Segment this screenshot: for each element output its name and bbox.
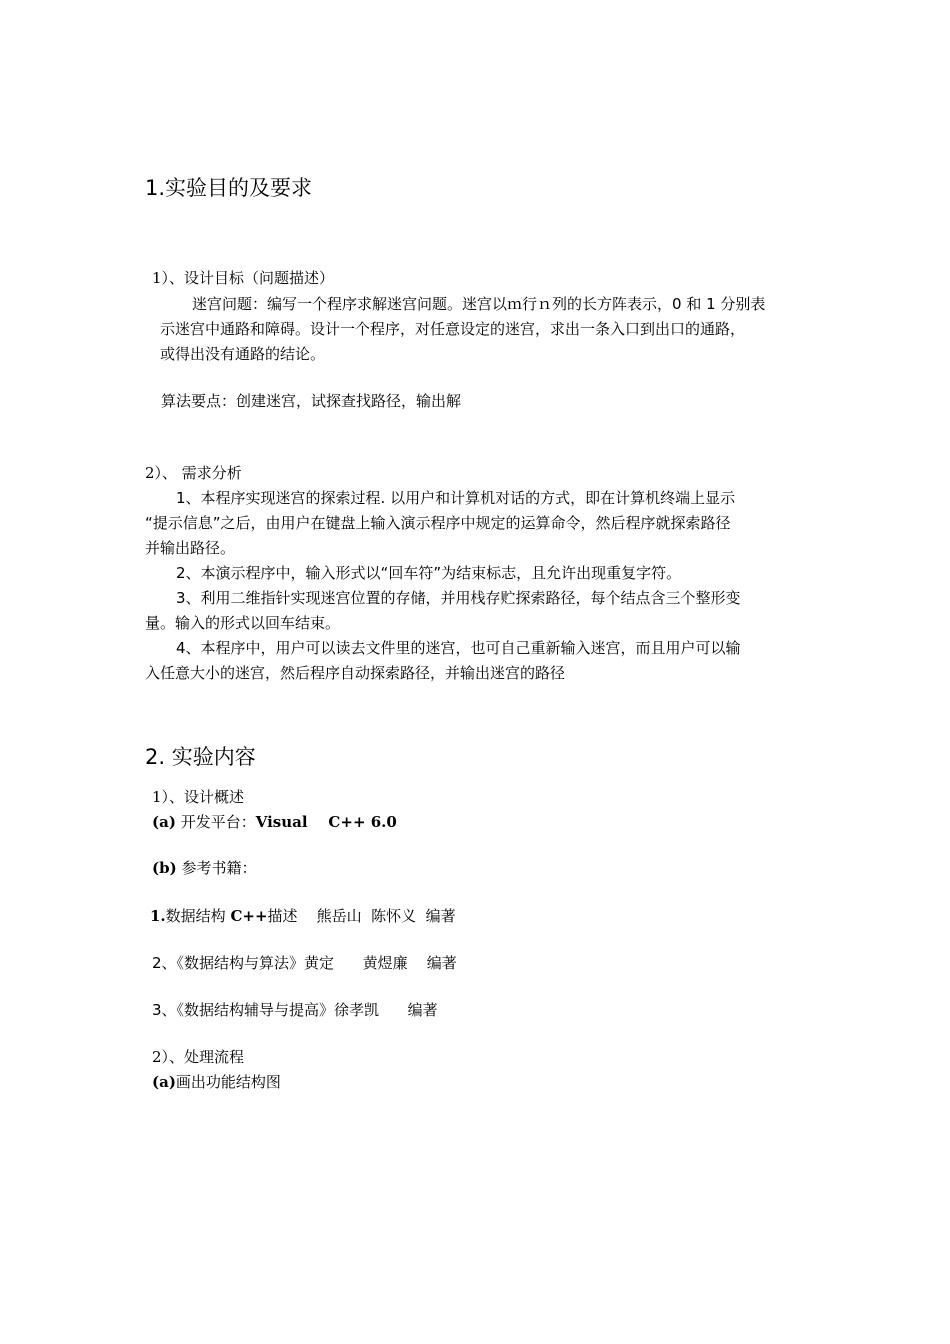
- req-line-6: 量。输入的形式以回车结束。: [145, 614, 341, 632]
- problem-line-2: 示迷宫中通路和障碍。设计一个程序，对任意设定的迷宫，求出一条入口到出口的通路，: [160, 320, 746, 338]
- book-3: 3、《数据结构辅导与提高》徐孝凯 编著: [152, 1001, 438, 1019]
- book-1: [150, 905, 456, 926]
- design-overview-label: 1）、设计概述: [152, 788, 245, 806]
- book-1-title-c: 描述 熊岳山 陈怀义 编著: [267, 907, 456, 925]
- section-1-heading: 1.实验目的及要求: [145, 176, 313, 200]
- flow-label: 画出功能结构图: [175, 1073, 281, 1091]
- problem-line-3: 或得出没有通路的结论。: [160, 345, 326, 363]
- req-line-3: 并输出路径。: [145, 539, 236, 557]
- requirements-label: 2）、 需求分析: [145, 464, 242, 482]
- books-line: [152, 857, 256, 878]
- flow-prefix: (a): [152, 1073, 176, 1091]
- platform-value: Visual C++ 6.0: [255, 813, 397, 831]
- algorithm-points: 算法要点：创建迷宫，试探查找路径，输出解: [161, 392, 462, 410]
- req-line-1: 1、本程序实现迷宫的探索过程. 以用户和计算机对话的方式，即在计算机终端上显示: [176, 489, 736, 507]
- process-flow-label: 2）、处理流程: [152, 1048, 245, 1066]
- platform-line: [152, 811, 397, 832]
- req-line-8: 入任意大小的迷宫，然后程序自动探索路径，并输出迷宫的路径: [145, 664, 566, 682]
- flow-line: [152, 1071, 281, 1092]
- books-label: 参考书籍：: [176, 859, 257, 877]
- book-1-num: 1.: [150, 907, 166, 925]
- req-line-7: 4、本程序中，用户可以读去文件里的迷宫，也可自己重新输入迷宫，而且用户可以输: [176, 639, 741, 657]
- section-2-heading: 2. 实验内容: [145, 745, 256, 769]
- req-line-5: 3、利用二维指针实现迷宫位置的存储，并用栈存贮探索路径，每个结点含三个整形变: [176, 589, 741, 607]
- design-goal-label: 1）、设计目标（问题描述）: [152, 269, 335, 287]
- book-1-title-b: C++: [230, 907, 268, 925]
- platform-prefix: (a): [152, 813, 176, 831]
- books-prefix: (b): [152, 859, 177, 877]
- req-line-2: “提示信息”之后，由用户在键盘上输入演示程序中规定的运算命令，然后程序就探索路径: [145, 514, 731, 532]
- book-1-title-a: 数据结构: [165, 907, 231, 925]
- problem-line-1: 迷宫问题：编写一个程序求解迷宫问题。迷宫以ｍ行ｎ列的长方阵表示，0 和 1 分别表: [192, 295, 766, 313]
- book-2: 2、《数据结构与算法》黄定 黄煜廉 编著: [152, 954, 457, 972]
- req-line-4: 2、本演示程序中，输入形式以“回车符”为结束标志，且允许出现重复字符。: [176, 564, 682, 582]
- platform-label: 开发平台：: [175, 813, 256, 831]
